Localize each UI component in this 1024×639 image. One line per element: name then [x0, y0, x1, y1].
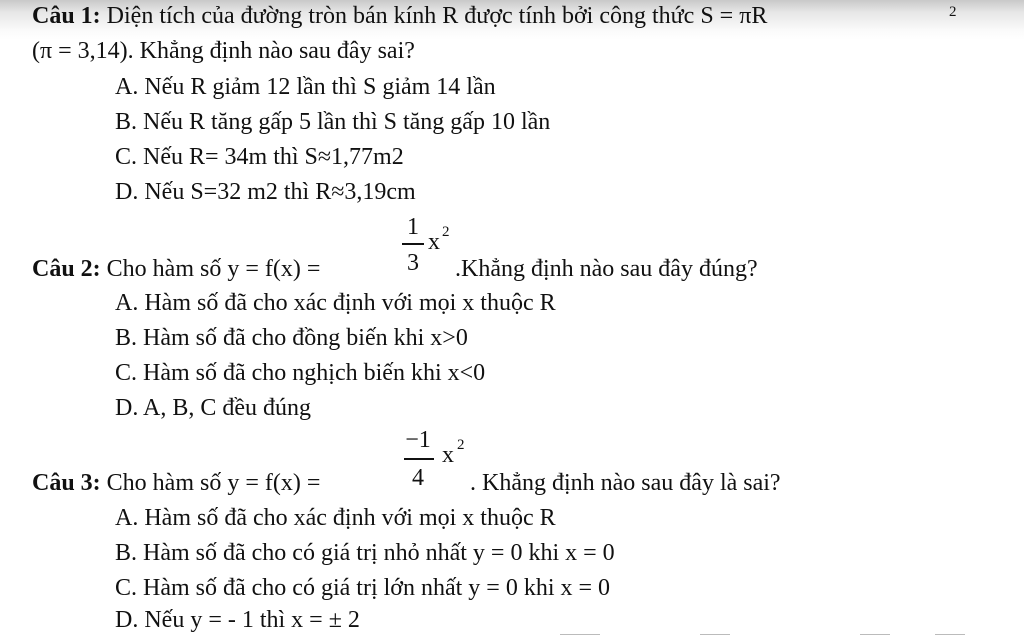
bottom-cutoff-mark [935, 634, 965, 635]
q2-variable: x [428, 229, 440, 255]
q1-option-a: A. Nếu R giảm 12 lần thì S giảm 14 lần [115, 74, 496, 100]
q3-option-d: D. Nếu y = - 1 thì x = ± 2 [115, 607, 360, 633]
q2-fraction-bar [402, 243, 424, 245]
q3-superscript: 2 [457, 437, 465, 453]
q1-line-1 [32, 3, 767, 29]
q2-label: Câu 2: [32, 256, 101, 282]
q3-option-c: C. Hàm số đã cho có giá trị lớn nhất y = 0 khi x = 0 [115, 575, 611, 601]
q3-stem-start [32, 470, 320, 496]
q1-label: Câu 1: [32, 3, 101, 29]
q2-option-c: C. Hàm số đã cho nghịch biến khi x<0 [115, 360, 486, 386]
q3-option-a: A. Hàm số đã cho xác định với mọi x thuộc R [115, 505, 556, 531]
q3-fraction-bar [404, 458, 434, 460]
q2-option-a: A. Hàm số đã cho xác định với mọi x thuộc R [115, 290, 556, 316]
q2-fraction-numerator: 1 [407, 214, 419, 240]
bottom-cutoff-mark [560, 634, 600, 635]
q3-fraction-numerator: −1 [405, 427, 431, 453]
q2-option-b: B. Hàm số đã cho đồng biến khi x>0 [115, 325, 468, 351]
q3-prefix: Cho hàm số y = f(x) = [100, 470, 321, 496]
q2-fraction-denominator: 3 [407, 250, 419, 276]
q1-superscript: 2 [949, 4, 957, 20]
q3-option-b: B. Hàm số đã cho có giá trị nhỏ nhất y = 0 khi x = 0 [115, 540, 615, 566]
q1-option-b: B. Nếu R tăng gấp 5 lần thì S tăng gấp 10 lần [115, 109, 551, 135]
q3-variable: x [442, 442, 454, 468]
bottom-cutoff-mark [860, 634, 890, 635]
q3-suffix: . Khẳng định nào sau đây là sai? [470, 470, 781, 496]
q3-fraction-denominator: 4 [412, 465, 424, 491]
bottom-cutoff-mark [700, 634, 730, 635]
q1-option-c: C. Nếu R= 34m thì S≈1,77m2 [115, 144, 404, 170]
q1-option-d: D. Nếu S=32 m2 thì R≈3,19cm [115, 179, 416, 205]
q2-superscript: 2 [442, 224, 450, 240]
q1-text-1: Diện tích của đường tròn bán kính R được tính bởi công thức S = πR [100, 3, 768, 29]
q2-prefix: Cho hàm số y = f(x) = [100, 256, 321, 282]
q3-label: Câu 3: [32, 470, 101, 496]
q2-suffix: .Khẳng định nào sau đây đúng? [455, 256, 758, 282]
q2-option-d: D. A, B, C đều đúng [115, 395, 312, 421]
q1-line-2: (π = 3,14). Khẳng định nào sau đây sai? [32, 38, 415, 64]
q2-stem-start [32, 256, 320, 282]
